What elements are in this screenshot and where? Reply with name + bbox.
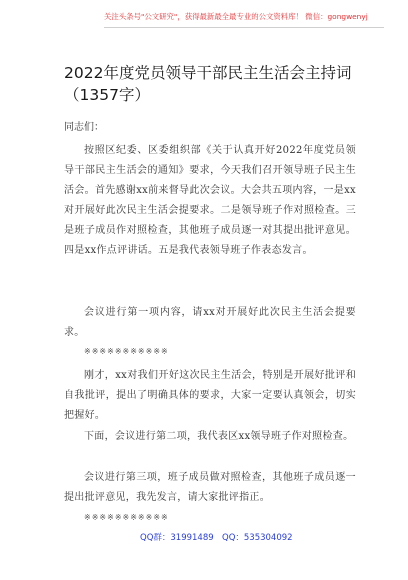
title-line-2: （1357字） [64, 86, 150, 104]
salutation: 同志们： [64, 122, 104, 133]
paragraph: 下面，会议进行第二项，我代表区xx领导班子作对照检查。 [84, 431, 354, 442]
header-divider [104, 27, 384, 28]
footer-qq-contact: QQ：535304092 [222, 533, 293, 543]
paragraph: 会议进行第三项，班子成员做对照检查，其他班子成员逐一提出批评意见，我先发言，请大家批评指正。 [64, 472, 356, 504]
paragraph: 会议进行第一项内容，请xx对开展好此次民主生活会提要求。 [64, 307, 356, 339]
document-title [64, 62, 364, 106]
paragraph: 按照区纪委、区委组织部《关于认真开好2022年度党员领导干部民主生活会的通知》要求，今天我们召开领导班子民主生活会。首先感谢xx前来督导此次会议。大会共五项内容，一是xx对开展好此次民主生活会提要求。二是领导班子作对照检查。三是班子成员作对照检查，其他班子成员逐一对其提出批评意见。四是xx作点评讲话。五是我代表领导班子作表态发言。 [64, 145, 356, 257]
footer-qq-group: QQ群：31991489 [140, 533, 214, 543]
paragraph: 刚才，xx对我们开好这次民主生活会，特别是开展好批评和自我批评，提出了明确具体的要求，大家一定要认真领会，切实把握好。 [64, 370, 356, 422]
header-banner: 关注头条号"公文研究"，获得最新最全最专业的公文资料库！ 微信：gongwenyj [104, 12, 368, 21]
title-line-1: 2022年度党员领导干部民主生活会主持词 [64, 64, 352, 82]
section-separator: ※※※※※※※※※※※ [84, 347, 169, 356]
footer [0, 531, 408, 545]
section-separator: ※※※※※※※※※※※ [84, 513, 169, 522]
